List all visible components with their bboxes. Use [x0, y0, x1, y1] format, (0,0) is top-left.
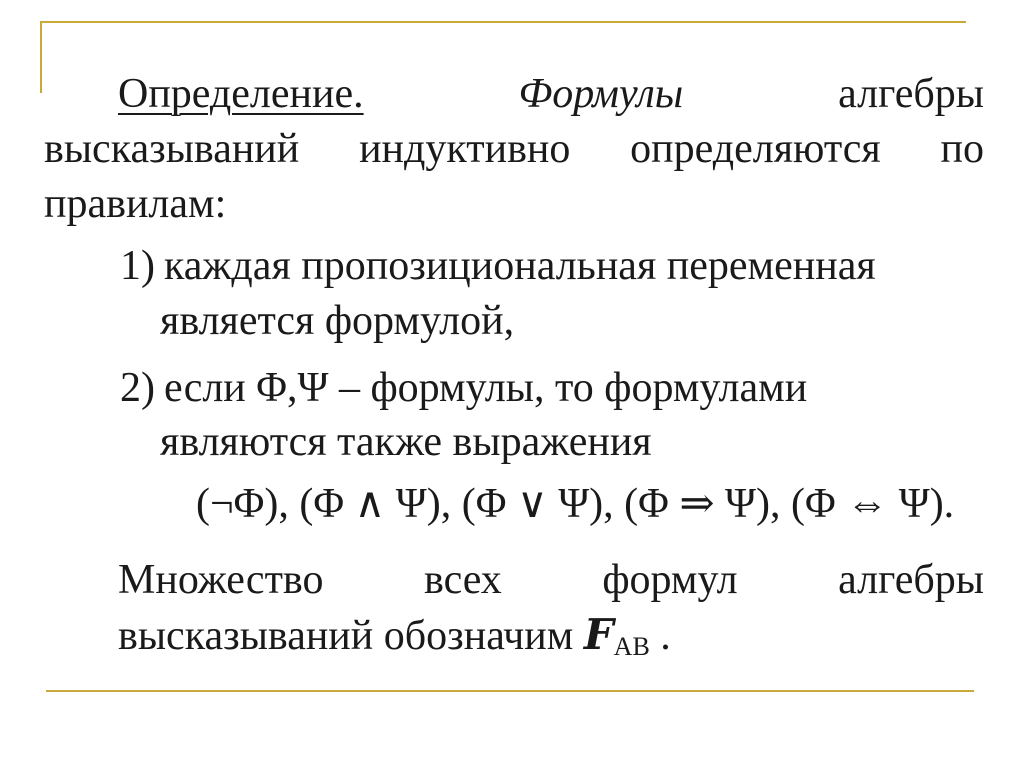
rule-1-number: 1): [120, 243, 155, 289]
rule-1-line-1: каждая пропозициональная переменная: [164, 243, 876, 289]
definition-word-algebra: алгебры: [838, 71, 984, 117]
summary-word: алгебры: [838, 557, 984, 603]
summary-line-1: [118, 556, 984, 604]
definition-word: по: [940, 126, 984, 172]
formula-set-subscript: AB: [613, 632, 650, 661]
definition-word: высказываний: [44, 126, 300, 172]
summary-line-2: [118, 611, 671, 671]
definition-line-3: правилам:: [44, 181, 227, 227]
summary-text: высказываний обозначим: [118, 613, 574, 659]
rule-1-line-2: является формулой,: [160, 298, 515, 344]
definition-label: Определение.: [118, 71, 364, 117]
summary-end: .: [649, 613, 671, 659]
summary-word: формул: [602, 557, 738, 603]
rule-2-expressions: (¬Φ), (Φ ∧ Ψ), (Φ ∨ Ψ), (Φ ⇒ Ψ), (Φ ⇔ Ψ).: [196, 481, 955, 527]
top-rule: [40, 21, 966, 23]
summary-word: всех: [423, 557, 502, 603]
bottom-rule: [46, 690, 974, 692]
definition-word: индуктивно: [359, 126, 571, 172]
rule-2-line-2: являются также выражения: [160, 419, 652, 465]
definition-word: определяются: [630, 126, 881, 172]
formula-set-symbol: F: [583, 610, 614, 659]
rule-2-number: 2): [120, 365, 155, 411]
rule-2-line-1: если Φ,Ψ – формулы, то формулами: [164, 365, 808, 411]
definition-line-1: [118, 70, 984, 118]
definition-line-2: [44, 125, 984, 173]
left-rule: [40, 21, 42, 93]
summary-word: Множество: [118, 557, 324, 603]
definition-term: Формулы: [518, 71, 684, 117]
